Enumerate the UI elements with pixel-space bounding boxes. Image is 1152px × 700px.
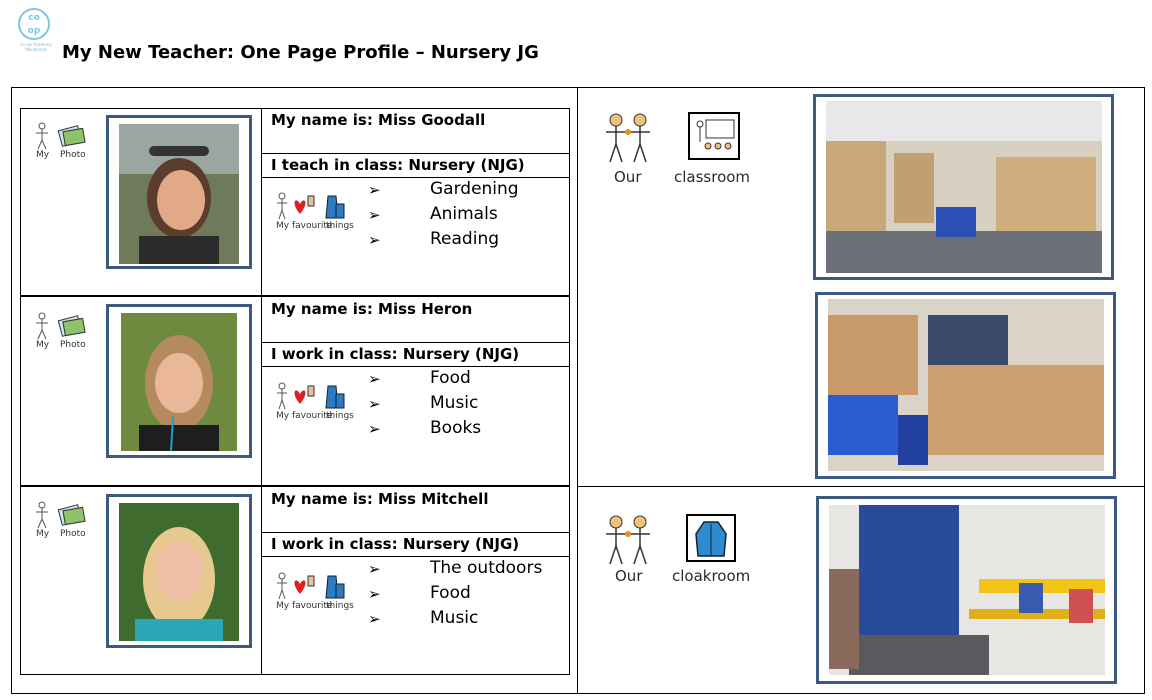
card-right-border xyxy=(569,296,570,487)
teacher-name-1: My name is: Miss Goodall xyxy=(271,111,486,129)
favourite-item: Food xyxy=(430,583,471,603)
our-classroom-symbol xyxy=(600,110,770,190)
card-right-border xyxy=(569,487,570,675)
cloakroom-label: cloakroom xyxy=(672,567,751,585)
favourite-things-symbol xyxy=(274,572,354,612)
bullet-arrow-icon: ➢ xyxy=(368,181,381,199)
my-photo-symbol xyxy=(30,501,90,541)
favourite-things-icon xyxy=(274,382,350,410)
card-left-border xyxy=(20,487,21,675)
column-divider xyxy=(577,87,578,694)
logo-subtext: Co-op Academy Woodlands xyxy=(20,42,52,52)
teacher-portrait-image xyxy=(109,307,249,455)
favourite-item: Animals xyxy=(430,204,498,224)
teacher-portrait-image xyxy=(109,497,249,645)
my-label: My xyxy=(36,529,50,539)
classroom-icon xyxy=(688,112,742,162)
bullet-arrow-icon: ➢ xyxy=(368,395,381,413)
teacher-name-2: My name is: Miss Heron xyxy=(271,300,473,318)
our-people-icon xyxy=(600,110,660,166)
my-photo-symbol xyxy=(30,122,90,162)
card-2-left-border xyxy=(20,296,21,486)
bullet-arrow-icon: ➢ xyxy=(368,585,381,603)
photo-label: Photo xyxy=(60,150,86,160)
teacher-portrait-image xyxy=(109,118,249,266)
photo-label: Photo xyxy=(60,340,86,350)
classroom-photo-2 xyxy=(815,292,1116,479)
card-separator xyxy=(20,485,570,487)
fav-label: favourite xyxy=(292,221,333,231)
person-photo-icon xyxy=(30,501,90,529)
school-logo xyxy=(16,8,56,56)
person-photo-icon xyxy=(30,312,90,340)
cloakroom-photo xyxy=(816,496,1117,684)
coop-logo-icon: co op xyxy=(18,8,50,40)
things-label: things xyxy=(326,601,354,611)
fav-my-label: My xyxy=(276,601,290,611)
card-divider xyxy=(261,296,262,487)
favourite-item: Books xyxy=(430,418,482,438)
teacher-class-3: I work in class: Nursery (NJG) xyxy=(271,535,520,553)
things-label: things xyxy=(326,221,354,231)
favourite-item: Music xyxy=(430,393,479,413)
bullet-arrow-icon: ➢ xyxy=(368,206,381,224)
bullet-arrow-icon: ➢ xyxy=(368,231,381,249)
card-divider xyxy=(261,487,262,675)
classroom-photo-1 xyxy=(813,94,1114,280)
teacher-photo-3 xyxy=(106,494,252,648)
coat-icon xyxy=(686,514,738,564)
row-line xyxy=(261,366,570,367)
things-label: things xyxy=(326,411,354,421)
favourite-item: Gardening xyxy=(430,179,519,199)
fav-my-label: My xyxy=(276,221,290,231)
teacher-photo-2 xyxy=(106,304,252,458)
favourite-things-symbol xyxy=(274,382,354,422)
our-cloakroom-symbol xyxy=(600,512,770,592)
person-photo-icon xyxy=(30,122,90,150)
card-divider xyxy=(261,108,262,297)
fav-my-label: My xyxy=(276,411,290,421)
row-divider-right xyxy=(577,486,1145,487)
teacher-class-2: I work in class: Nursery (NJG) xyxy=(271,345,520,363)
row-line xyxy=(261,532,570,533)
bullet-arrow-icon: ➢ xyxy=(368,610,381,628)
fav-label: favourite xyxy=(292,411,333,421)
favourite-item: The outdoors xyxy=(430,558,543,578)
my-photo-symbol xyxy=(30,312,90,352)
cloakroom-image xyxy=(819,499,1114,681)
classroom-label: classroom xyxy=(674,168,751,186)
row-line xyxy=(261,177,570,178)
my-label: My xyxy=(36,340,50,350)
favourite-item: Music xyxy=(430,608,479,628)
favourite-things-icon xyxy=(274,572,350,600)
classroom-image xyxy=(816,97,1111,277)
fav-label: favourite xyxy=(292,601,333,611)
row-line xyxy=(261,153,570,154)
my-label: My xyxy=(36,150,50,160)
row-line xyxy=(261,556,570,557)
bullet-arrow-icon: ➢ xyxy=(368,560,381,578)
our-label: Our xyxy=(614,168,642,186)
photo-label: Photo xyxy=(60,529,86,539)
bullet-arrow-icon: ➢ xyxy=(368,370,381,388)
row-line xyxy=(261,342,570,343)
bullet-arrow-icon: ➢ xyxy=(368,420,381,438)
teacher-name-3: My name is: Miss Mitchell xyxy=(271,490,489,508)
favourite-item: Reading xyxy=(430,229,500,249)
card-bottom xyxy=(20,674,570,675)
our-people-icon xyxy=(600,512,660,568)
page-title: My New Teacher: One Page Profile – Nursery JG xyxy=(62,42,539,63)
favourite-item: Food xyxy=(430,368,471,388)
our-label: Our xyxy=(615,567,643,585)
teacher-class-1: I teach in class: Nursery (NJG) xyxy=(271,156,525,174)
favourite-things-icon xyxy=(274,192,350,220)
role-play-area-image xyxy=(818,295,1113,476)
favourite-things-symbol xyxy=(274,192,354,232)
teacher-photo-1 xyxy=(106,115,252,269)
